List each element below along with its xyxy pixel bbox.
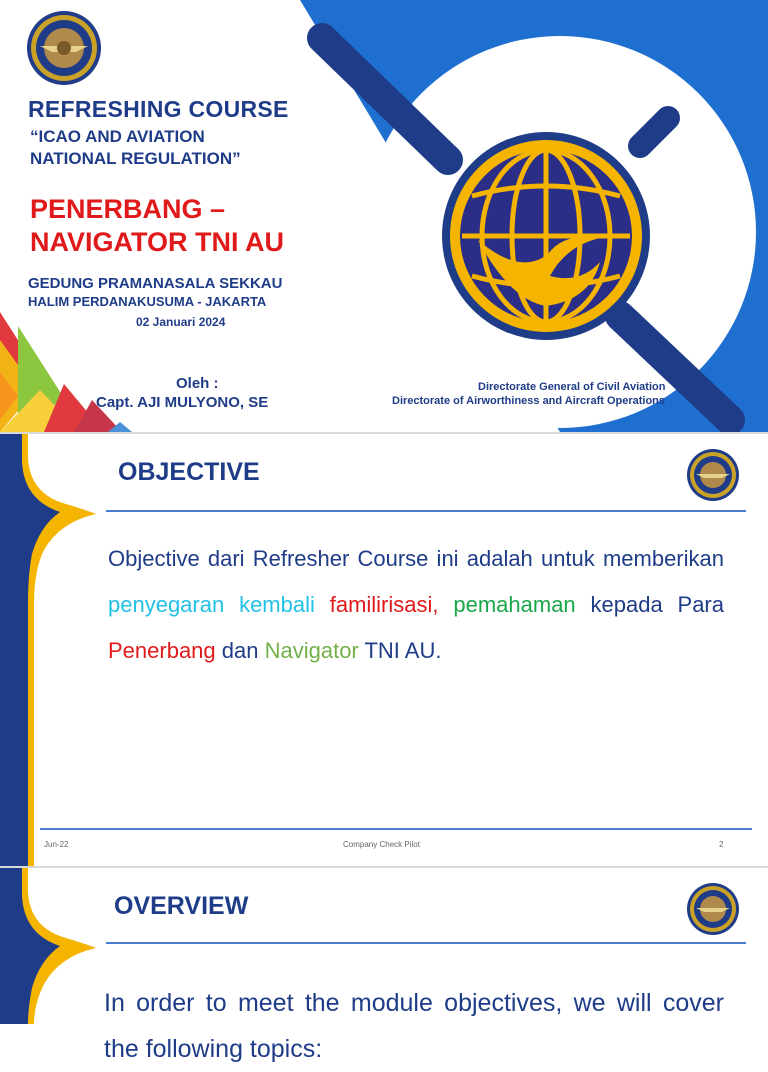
paragraph-text-4: TNI AU.: [358, 638, 442, 663]
footer-line: [40, 828, 752, 830]
overview-slide: [0, 868, 768, 1063]
course-subtitle: [30, 126, 241, 170]
left-ornament: [0, 868, 110, 1024]
course-title: REFRESHING COURSE: [28, 96, 289, 122]
title-slide: [0, 0, 768, 432]
decorative-triangles: [0, 312, 132, 432]
by-label: Oleh :: [176, 375, 219, 392]
heading-underline: [106, 942, 746, 944]
venue-line1: GEDUNG PRAMANASALA SEKKAU: [28, 275, 283, 292]
footer-date: Jun-22: [44, 840, 69, 849]
airworthiness-emblem-icon: [27, 11, 101, 85]
course-date: 02 Januari 2024: [136, 315, 226, 329]
paragraph-text-2: kepada Para: [575, 592, 724, 617]
overview-heading: OVERVIEW: [114, 892, 249, 920]
course-subtitle-line2: NATIONAL REGULATION”: [30, 149, 241, 168]
airworthiness-emblem-small-icon: [686, 882, 740, 936]
paragraph-text-3: dan: [215, 638, 265, 663]
objective-paragraph: [108, 536, 724, 674]
dgca-logo-icon: [442, 132, 650, 340]
footer-title: Company Check Pilot: [343, 840, 420, 849]
org-line1: Directorate General of Civil Aviation: [478, 381, 666, 393]
word-navigator: Navigator: [264, 638, 359, 663]
overview-paragraph: In order to meet the module objectives, we will cover the following topics:: [104, 989, 724, 1063]
word-kembali: kembali: [239, 592, 315, 617]
objective-slide: [0, 434, 768, 866]
footer-page-number: 2: [719, 840, 724, 849]
audience-title: [30, 193, 284, 259]
word-penerbang: Penerbang: [108, 638, 216, 663]
word-familirisasi: familirisasi,: [329, 592, 439, 617]
airworthiness-emblem-small-icon: [686, 448, 740, 502]
word-penyegaran: penyegaran: [108, 592, 225, 617]
venue-line2: HALIM PERDANAKUSUMA - JAKARTA: [28, 294, 267, 309]
paragraph-text-1: Objective dari Refresher Course ini adalah untuk memberikan: [108, 546, 724, 571]
objective-heading: OBJECTIVE: [118, 458, 260, 486]
heading-underline: [106, 510, 746, 512]
org-line2: Directorate of Airworthiness and Aircraft Operations: [392, 395, 666, 407]
author-name: Capt. AJI MULYONO, SE: [96, 394, 269, 411]
audience-title-line2: NAVIGATOR TNI AU: [30, 227, 284, 257]
course-subtitle-line1: “ICAO AND AVIATION: [30, 127, 205, 146]
word-pemahaman: pemahaman: [453, 592, 576, 617]
audience-title-line1: PENERBANG –: [30, 194, 226, 224]
left-ornament: [0, 434, 110, 866]
